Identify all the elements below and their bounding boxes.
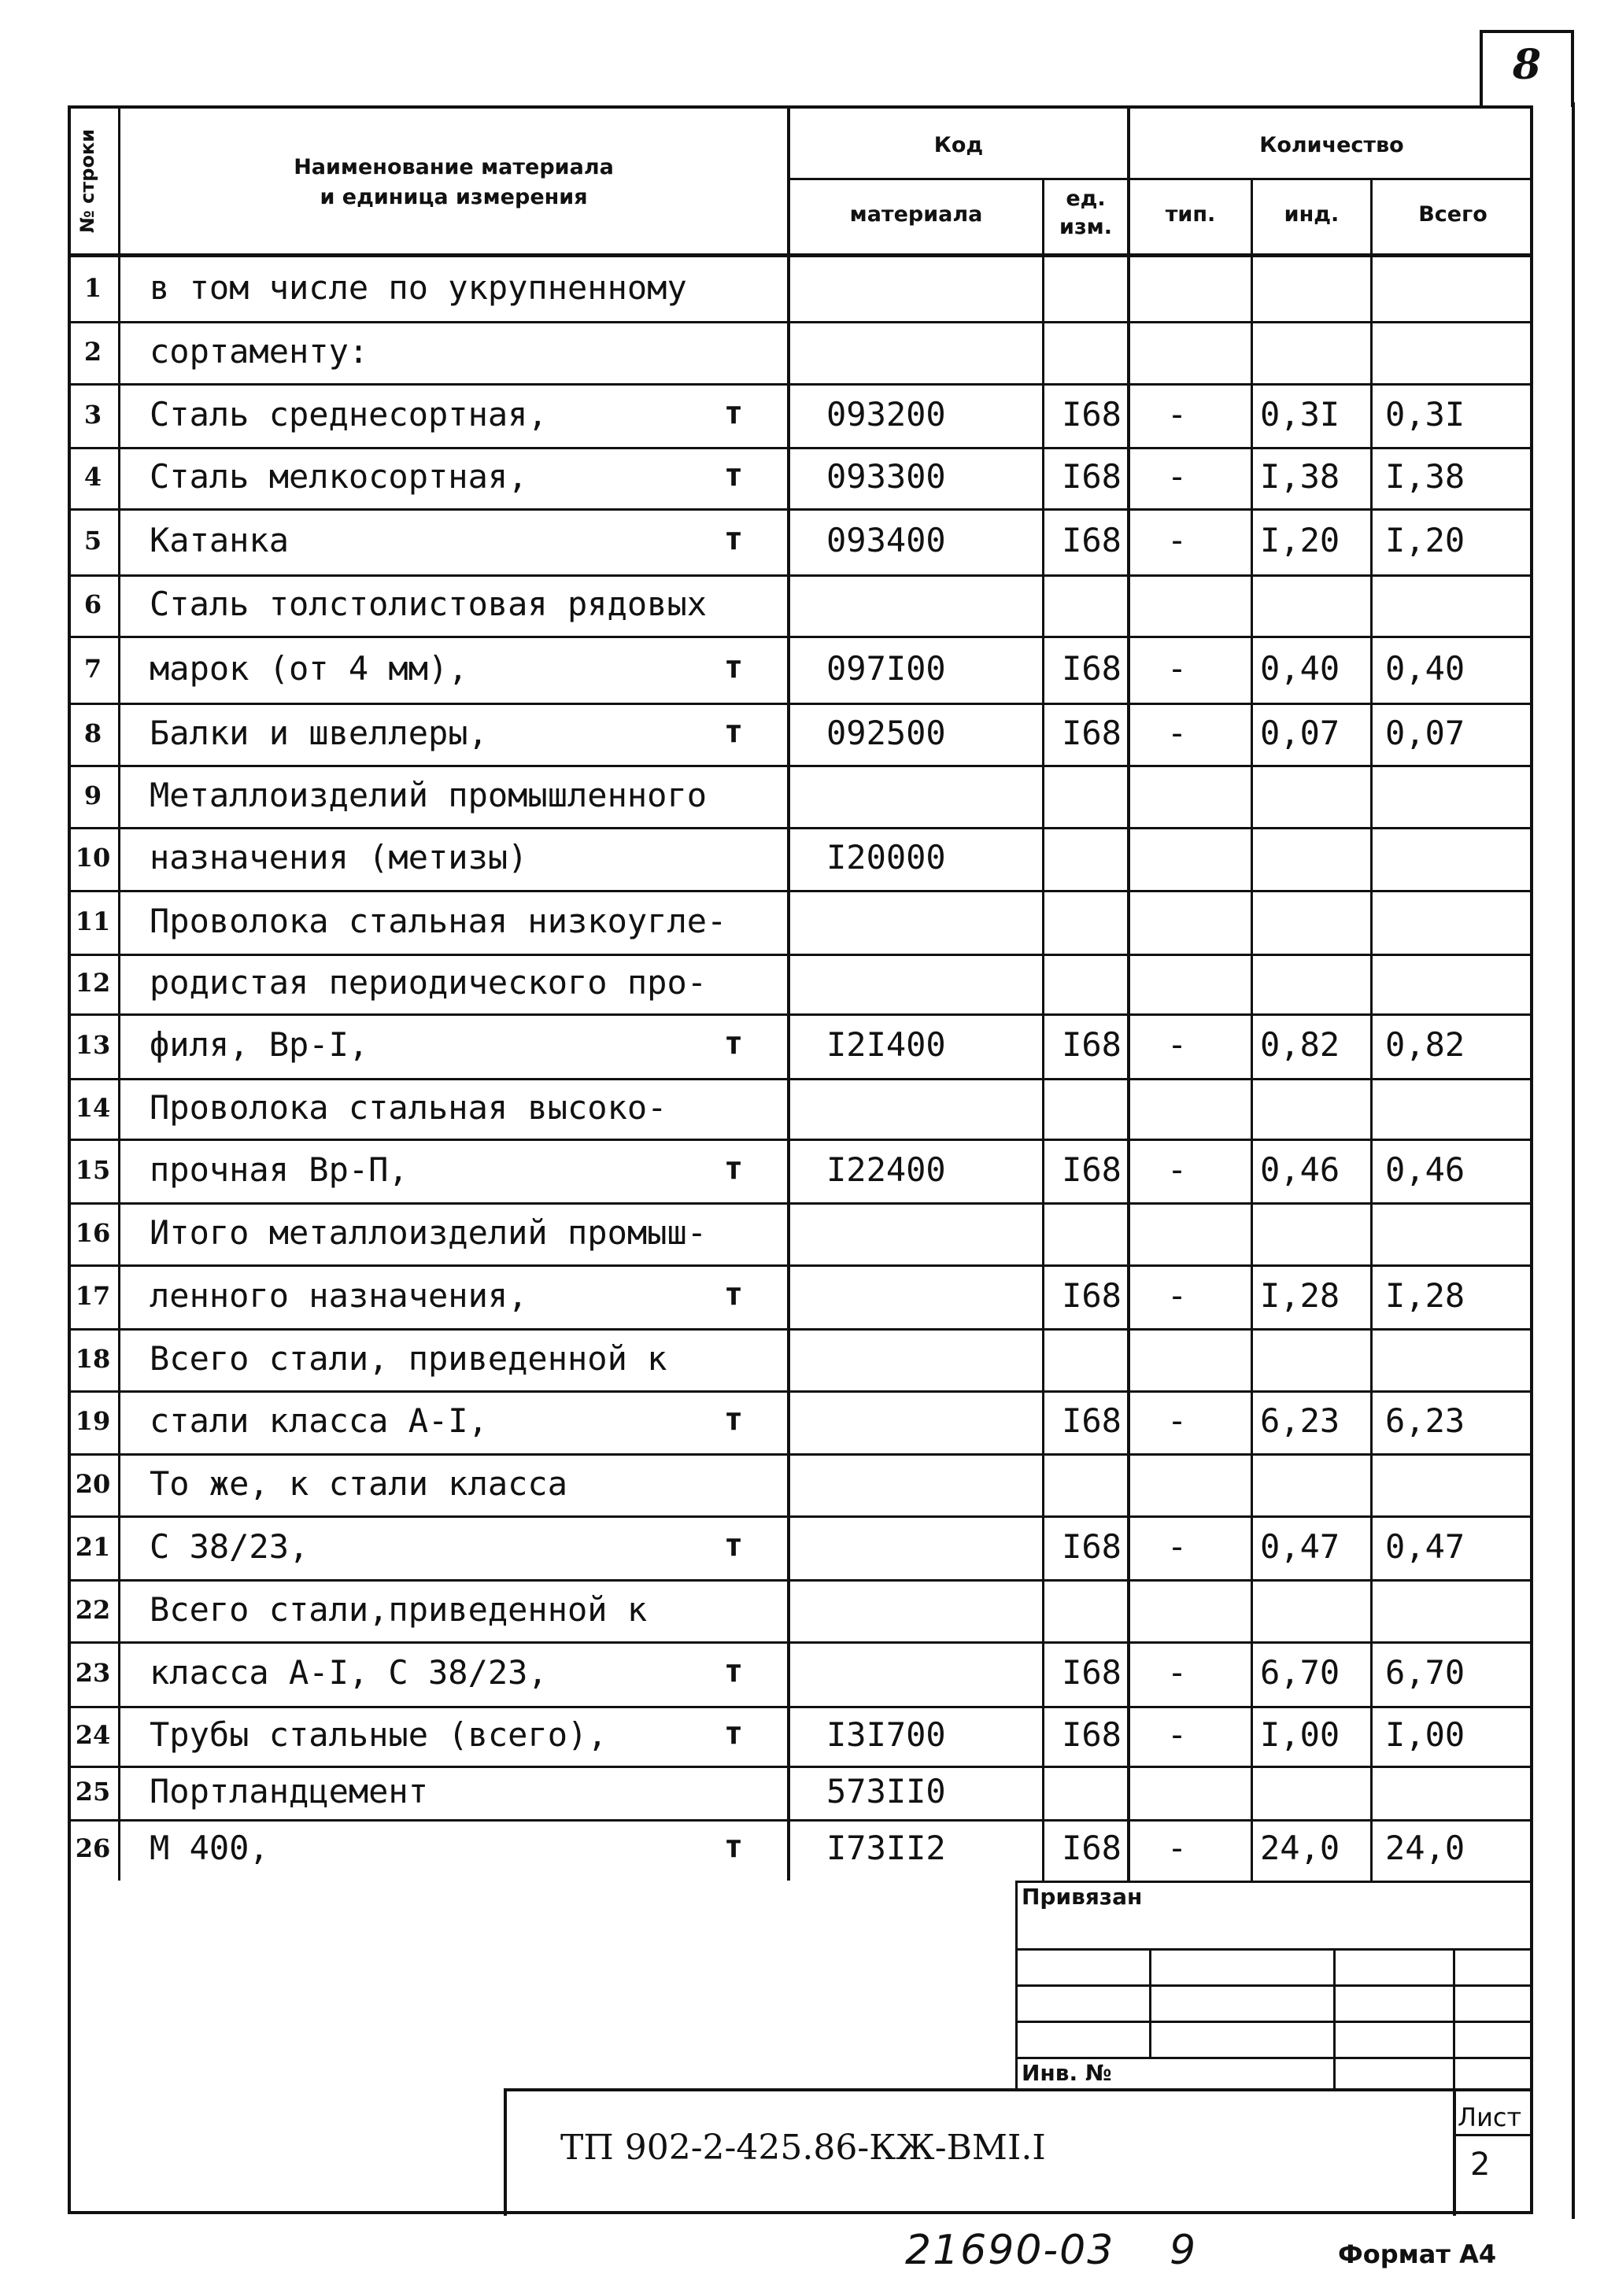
row-number: 11 bbox=[75, 906, 111, 936]
item-name: родистая периодического про- bbox=[150, 963, 708, 1002]
unit-code: I68 bbox=[1062, 1527, 1122, 1566]
qty-individual: I,38 bbox=[1260, 457, 1340, 496]
unit-code: I68 bbox=[1062, 1276, 1122, 1315]
qty-individual: I,28 bbox=[1260, 1276, 1340, 1315]
item-name: назначения (метизы) bbox=[150, 838, 528, 877]
row-number: 13 bbox=[75, 1030, 111, 1060]
item-unit: т bbox=[724, 1527, 744, 1563]
item-name: Катанка bbox=[150, 521, 290, 559]
stamp-privyazan: Привязан bbox=[1022, 1884, 1143, 1910]
unit-code: I68 bbox=[1062, 1150, 1122, 1189]
qty-typical: - bbox=[1166, 1401, 1188, 1440]
header-vsego: Всего bbox=[1418, 202, 1488, 227]
footer-sheet: 9 bbox=[1170, 2227, 1196, 2274]
header-kolichestvo: Количество bbox=[1259, 133, 1404, 157]
qty-total: 24,0 bbox=[1385, 1829, 1465, 1867]
material-code: I73II2 bbox=[826, 1829, 946, 1867]
unit-code: I68 bbox=[1062, 1715, 1122, 1754]
header-mid-rule bbox=[787, 178, 1533, 180]
title-block-list-line bbox=[1453, 2088, 1456, 2216]
item-name: С 38/23, bbox=[150, 1527, 309, 1566]
list-label: Лист bbox=[1458, 2102, 1522, 2132]
row-number: 24 bbox=[75, 1720, 111, 1750]
item-name: прочная Вр-П, bbox=[150, 1150, 408, 1189]
qty-individual: 0,07 bbox=[1260, 714, 1340, 752]
title-block-list-rule bbox=[1453, 2134, 1533, 2136]
title-block-left-line bbox=[504, 2088, 507, 2216]
header-material: материала bbox=[849, 202, 983, 227]
item-name: М 400, bbox=[150, 1829, 269, 1867]
row-number: 23 bbox=[75, 1658, 111, 1688]
qty-typical: - bbox=[1166, 1527, 1188, 1566]
header-tip: тип. bbox=[1165, 202, 1216, 227]
header-edizm-line1: ед. bbox=[1066, 186, 1106, 211]
footer-number: 21690-03 bbox=[905, 2227, 1115, 2274]
unit-code: I68 bbox=[1062, 395, 1122, 434]
item-name: класса А-I, С 38/23, bbox=[150, 1653, 548, 1692]
page-number: 8 bbox=[1512, 41, 1542, 89]
header-edizm-line2: изм. bbox=[1059, 215, 1112, 239]
qty-typical: - bbox=[1166, 714, 1188, 752]
unit-code: I68 bbox=[1062, 1829, 1122, 1867]
item-unit: т bbox=[724, 1150, 744, 1187]
row-number: 8 bbox=[83, 718, 102, 748]
row-number: 26 bbox=[75, 1833, 111, 1863]
row-number: 12 bbox=[75, 968, 111, 998]
qty-typical: - bbox=[1166, 1025, 1188, 1064]
unit-code: I68 bbox=[1062, 714, 1122, 752]
item-name: Портландцемент bbox=[150, 1772, 429, 1811]
material-code: I20000 bbox=[826, 838, 946, 877]
qty-total: 0,40 bbox=[1385, 649, 1465, 688]
item-unit: т bbox=[724, 1025, 744, 1061]
qty-total: I,38 bbox=[1385, 457, 1465, 496]
qty-total: 0,3I bbox=[1385, 395, 1465, 434]
item-name: Проволока стальная высоко- bbox=[150, 1088, 667, 1127]
item-unit: т bbox=[724, 1653, 744, 1689]
material-code: 097I00 bbox=[826, 649, 946, 688]
qty-total: 0,07 bbox=[1385, 714, 1465, 752]
qty-typical: - bbox=[1166, 1715, 1188, 1754]
item-name: Всего стали,приведенной к bbox=[150, 1590, 648, 1629]
material-code: 573II0 bbox=[826, 1772, 946, 1811]
unit-code: I68 bbox=[1062, 1401, 1122, 1440]
qty-typical: - bbox=[1166, 1653, 1188, 1692]
qty-typical: - bbox=[1166, 1150, 1188, 1189]
unit-code: I68 bbox=[1062, 1653, 1122, 1692]
item-name: стали класса А-I, bbox=[150, 1401, 488, 1440]
stamp-rule-2 bbox=[1015, 1984, 1533, 1987]
item-name: сортаменту: bbox=[150, 332, 369, 371]
title-block-top-rule bbox=[504, 2088, 1533, 2091]
stamp-rule-1 bbox=[1015, 1948, 1533, 1951]
qty-individual: 24,0 bbox=[1260, 1829, 1340, 1867]
unit-code: I68 bbox=[1062, 457, 1122, 496]
material-code: 093300 bbox=[826, 457, 946, 496]
row-number: 19 bbox=[75, 1406, 111, 1436]
item-name: марок (от 4 мм), bbox=[150, 649, 468, 688]
item-unit: т bbox=[724, 714, 744, 750]
qty-typical: - bbox=[1166, 457, 1188, 496]
row-number: 15 bbox=[75, 1155, 111, 1185]
qty-total: 0,46 bbox=[1385, 1150, 1465, 1189]
qty-individual: 6,70 bbox=[1260, 1653, 1340, 1692]
material-code: I2I400 bbox=[826, 1025, 946, 1064]
qty-total: 0,82 bbox=[1385, 1025, 1465, 1064]
qty-individual: 0,82 bbox=[1260, 1025, 1340, 1064]
row-number: 20 bbox=[75, 1469, 111, 1499]
row-number: 6 bbox=[83, 589, 102, 619]
item-name: Всего стали, приведенной к bbox=[150, 1339, 667, 1378]
row-number: 5 bbox=[83, 526, 102, 556]
row-number: 9 bbox=[83, 781, 102, 810]
header-name-line2: и единица измерения bbox=[320, 185, 588, 209]
stamp-col-3 bbox=[1453, 1948, 1455, 2090]
qty-individual: 0,40 bbox=[1260, 649, 1340, 688]
footer-format: Формат А4 bbox=[1338, 2239, 1497, 2269]
item-unit: т bbox=[724, 521, 744, 557]
row-number: 10 bbox=[75, 843, 111, 873]
qty-individual: 0,47 bbox=[1260, 1527, 1340, 1566]
qty-typical: - bbox=[1166, 1829, 1188, 1867]
item-name: Сталь среднесортная, bbox=[150, 395, 548, 434]
material-code: I3I700 bbox=[826, 1715, 946, 1754]
qty-individual: 6,23 bbox=[1260, 1401, 1340, 1440]
item-name: Сталь мелкосортная, bbox=[150, 457, 528, 496]
row-number: 16 bbox=[75, 1218, 111, 1248]
qty-typical: - bbox=[1166, 521, 1188, 559]
designation: ТП 902-2-425.86-КЖ-ВМI.I bbox=[560, 2128, 1046, 2168]
qty-total: I,00 bbox=[1385, 1715, 1465, 1754]
stamp-rule-4 bbox=[1015, 2057, 1533, 2059]
item-name: филя, Вр-I, bbox=[150, 1025, 369, 1064]
item-unit: т bbox=[724, 1401, 744, 1438]
material-code: 093200 bbox=[826, 395, 946, 434]
header-name-line1: Наименование материала bbox=[294, 155, 614, 179]
item-name: Сталь толстолистовая рядовых bbox=[150, 585, 708, 623]
header-kod: Код bbox=[933, 133, 984, 157]
material-code: 093400 bbox=[826, 521, 946, 559]
qty-individual: 0,3I bbox=[1260, 395, 1340, 434]
qty-individual: I,00 bbox=[1260, 1715, 1340, 1754]
header-row-number: № строки bbox=[76, 128, 98, 234]
row-number: 14 bbox=[75, 1093, 111, 1123]
list-value: 2 bbox=[1470, 2147, 1491, 2183]
stamp-col-1 bbox=[1149, 1948, 1151, 2058]
unit-code: I68 bbox=[1062, 521, 1122, 559]
row-number: 7 bbox=[83, 654, 102, 684]
row-number: 3 bbox=[83, 400, 102, 430]
row-number: 2 bbox=[83, 337, 102, 367]
qty-total: I,20 bbox=[1385, 521, 1465, 559]
row-number: 25 bbox=[75, 1777, 111, 1807]
stamp-inv-no: Инв. № bbox=[1022, 2060, 1112, 2086]
item-unit: т bbox=[724, 1715, 744, 1752]
row-number: 17 bbox=[75, 1281, 111, 1311]
row-number: 18 bbox=[75, 1344, 111, 1374]
header-ind: инд. bbox=[1284, 202, 1340, 227]
stamp-rule-3 bbox=[1015, 2021, 1533, 2023]
item-name: Металлоизделий промышленного bbox=[150, 776, 708, 814]
qty-typical: - bbox=[1166, 395, 1188, 434]
row-number: 22 bbox=[75, 1595, 111, 1625]
item-name: Трубы стальные (всего), bbox=[150, 1715, 608, 1754]
material-code: 092500 bbox=[826, 714, 946, 752]
qty-total: 6,23 bbox=[1385, 1401, 1465, 1440]
unit-code: I68 bbox=[1062, 649, 1122, 688]
right-margin-line bbox=[1572, 102, 1575, 2219]
qty-individual: 0,46 bbox=[1260, 1150, 1340, 1189]
qty-individual: I,20 bbox=[1260, 521, 1340, 559]
qty-total: I,28 bbox=[1385, 1276, 1465, 1315]
stamp-top-rule bbox=[1015, 1881, 1533, 1883]
row-number: 21 bbox=[75, 1532, 111, 1562]
item-unit: т bbox=[724, 457, 744, 493]
row-number: 4 bbox=[83, 462, 102, 492]
qty-typical: - bbox=[1166, 649, 1188, 688]
item-name: Проволока стальная низкоугле- bbox=[150, 902, 727, 940]
qty-total: 0,47 bbox=[1385, 1527, 1465, 1566]
item-unit: т bbox=[724, 649, 744, 685]
item-unit: т bbox=[724, 1829, 744, 1865]
unit-code: I68 bbox=[1062, 1025, 1122, 1064]
item-name: в том числе по укрупненному bbox=[150, 268, 687, 307]
qty-typical: - bbox=[1166, 1276, 1188, 1315]
row-number: 1 bbox=[83, 273, 102, 303]
item-unit: т bbox=[724, 395, 744, 431]
qty-total: 6,70 bbox=[1385, 1653, 1465, 1692]
item-unit: т bbox=[724, 1276, 744, 1312]
item-name: То же, к стали класса bbox=[150, 1464, 568, 1503]
material-code: I22400 bbox=[826, 1150, 946, 1189]
stamp-col-2 bbox=[1333, 1948, 1336, 2090]
item-name: Балки и швеллеры, bbox=[150, 714, 488, 752]
item-name: ленного назначения, bbox=[150, 1276, 528, 1315]
item-name: Итого металлоизделий промыш- bbox=[150, 1213, 708, 1252]
